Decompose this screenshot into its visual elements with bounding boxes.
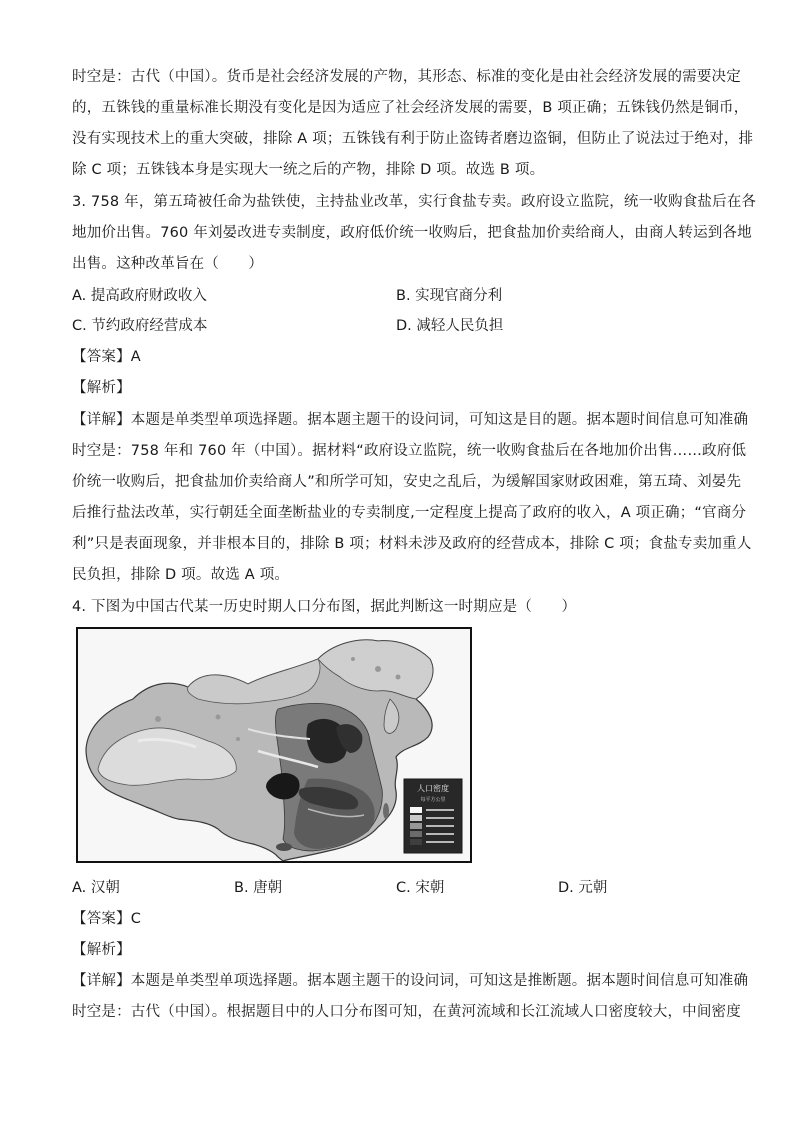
q3-detail-line: 利”只是表面现象，并非根本目的，排除 B 项；材料未涉及政府的经营成本，排除 C 项；食盐专卖加重人 xyxy=(72,536,752,552)
question-4-stem: 4. 下图为中国古代某一历史时期人口分布图，据此判断这一时期应是（ ） xyxy=(72,599,577,615)
q4-answer: 【答案】C xyxy=(72,911,142,927)
text-line: 时空是：古代（中国）。货币是社会经济发展的产物，其形态、标准的变化是由社会经济发展的需要决定 xyxy=(72,69,741,85)
population-distribution-map xyxy=(76,627,472,863)
text-line: 除 C 项；五铢钱本身是实现大一统之后的产物，排除 D 项。故选 B 项。 xyxy=(72,162,545,178)
q4-option-a: A. 汉朝 xyxy=(72,880,120,896)
question-3-stem: 3. 758 年，第五琦被任命为盐铁使，主持盐业改革，实行食盐专卖。政府设立监院，统一收购食盐后在各 xyxy=(72,194,757,210)
china-map-image xyxy=(78,629,470,861)
q3-option-a: A. 提高政府财政收入 xyxy=(72,288,207,304)
q3-option-b: B. 实现官商分利 xyxy=(396,288,503,304)
q3-answer: 【答案】A xyxy=(72,349,141,365)
q4-option-b: B. 唐朝 xyxy=(234,880,283,896)
q3-option-d: D. 减轻人民负担 xyxy=(396,318,504,334)
q3-detail-line: 【详解】本题是单类型单项选择题。据本题主题干的设问词，可知这是目的题。据本题时间信息可知准确 xyxy=(72,412,749,428)
q4-option-c: C. 宋朝 xyxy=(396,880,445,896)
q4-analysis-label: 【解析】 xyxy=(72,942,131,958)
legend-title: 人口密度 xyxy=(417,784,449,793)
q4-option-d: D. 元朝 xyxy=(558,880,608,896)
q3-option-c: C. 节约政府经营成本 xyxy=(72,318,208,334)
q3-analysis-label: 【解析】 xyxy=(72,380,131,396)
question-3-stem: 地加价出售。760 年刘晏改进专卖制度，政府低价统一收购后，把食盐加价卖给商人，由商人转运到各地 xyxy=(72,225,752,241)
q3-detail-line: 价统一收购后，把食盐加价卖给商人”和所学可知，安史之乱后，为缓解国家财政困难，第五琦、刘晏先 xyxy=(72,474,742,490)
q3-detail-line: 时空是：758 年和 760 年（中国）。据材料“政府设立监院，统一收购食盐后在各地加价出售……政府低 xyxy=(72,443,747,459)
legend-subtitle: 每平方公里 xyxy=(420,797,446,803)
text-line: 的，五铢钱的重量标准长期没有变化是因为适应了社会经济发展的需要，B 项正确；五铢钱仍然是铜币， xyxy=(72,100,749,116)
question-3-stem: 出售。这种改革旨在（ ） xyxy=(72,256,264,272)
q3-detail-line: 后推行盐法改革，实行朝廷全面垄断盐业的专卖制度,一定程度上提高了政府的收入，A 项正确；“官商分 xyxy=(72,505,747,521)
q4-detail-line: 【详解】本题是单类型单项选择题。据本题主题干的设问词，可知这是推断题。据本题时间信息可知准确 xyxy=(72,973,749,989)
q4-detail-line: 时空是：古代（中国）。根据题目中的人口分布图可知，在黄河流域和长江流域人口密度较大，中间密度 xyxy=(72,1004,741,1020)
text-line: 没有实现技术上的重大突破，排除 A 项；五铢钱有利于防止盗铸者磨边盗铜，但防止了说法过于绝对，排 xyxy=(72,131,754,147)
q3-detail-line: 民负担，排除 D 项。故选 A 项。 xyxy=(72,567,290,583)
